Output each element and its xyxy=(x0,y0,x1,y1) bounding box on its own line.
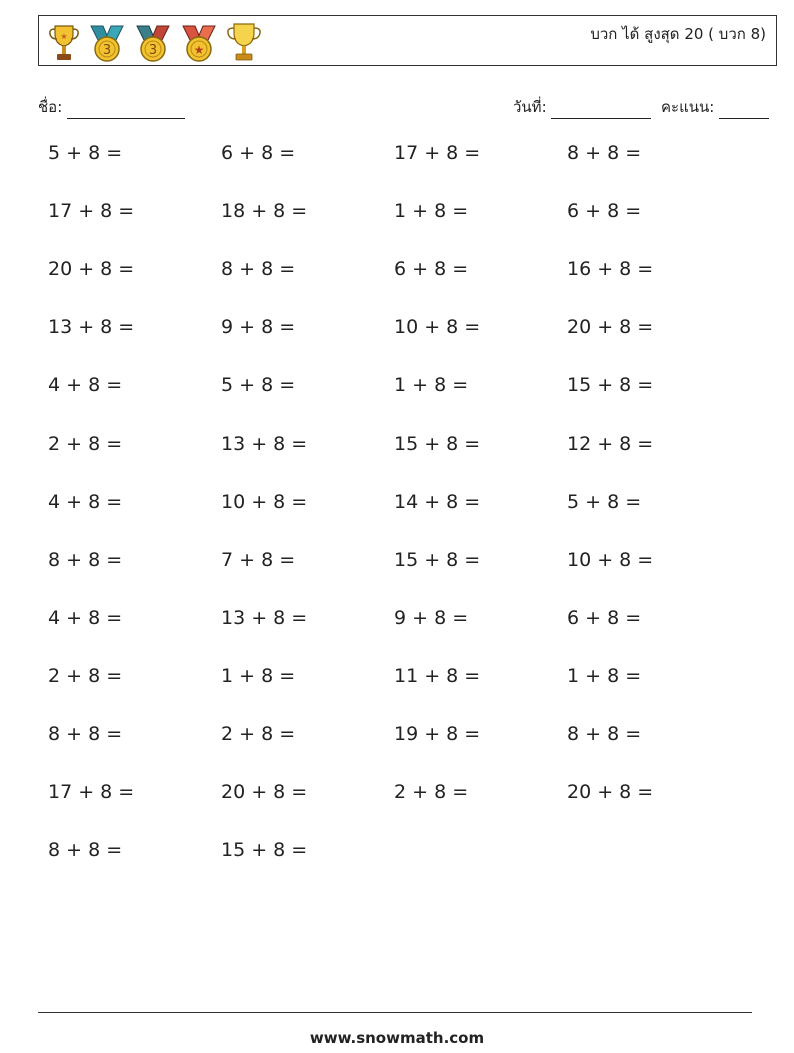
footer-divider xyxy=(38,1012,752,1013)
addition-problem: 5 + 8 = xyxy=(567,491,642,513)
addition-problem: 13 + 8 = xyxy=(221,433,308,455)
addition-problem: 15 + 8 = xyxy=(221,839,308,861)
addition-problem: 17 + 8 = xyxy=(48,200,135,222)
medal-icon xyxy=(179,20,219,64)
svg-text:3: 3 xyxy=(102,43,112,58)
addition-problem: 1 + 8 = xyxy=(567,665,642,687)
addition-problem: 2 + 8 = xyxy=(48,433,123,455)
score-label: คะแนน: xyxy=(661,98,715,116)
addition-problem: 1 + 8 = xyxy=(394,200,469,222)
addition-problem: 9 + 8 = xyxy=(221,316,296,338)
addition-problem: 17 + 8 = xyxy=(394,142,481,164)
addition-problem: 18 + 8 = xyxy=(221,200,308,222)
footer-url: www.snowmath.com xyxy=(309,1029,485,1047)
name-blank xyxy=(67,102,185,119)
svg-text:★: ★ xyxy=(60,32,68,41)
addition-problem: 6 + 8 = xyxy=(567,200,642,222)
addition-problem: 8 + 8 = xyxy=(221,258,296,280)
addition-problem: 7 + 8 = xyxy=(221,549,296,571)
addition-problem: 20 + 8 = xyxy=(567,316,654,338)
addition-problem: 8 + 8 = xyxy=(567,723,642,745)
date-label: วันที่: xyxy=(513,98,547,116)
trophy-icon xyxy=(47,20,81,64)
name-field xyxy=(38,95,185,119)
addition-problem: 13 + 8 = xyxy=(48,316,135,338)
addition-problem: 9 + 8 = xyxy=(394,607,469,629)
addition-problem: 8 + 8 = xyxy=(48,723,123,745)
addition-problem: 10 + 8 = xyxy=(567,549,654,571)
score-blank xyxy=(719,102,769,119)
addition-problem: 8 + 8 = xyxy=(567,142,642,164)
addition-problem: 2 + 8 = xyxy=(48,665,123,687)
addition-problem: 13 + 8 = xyxy=(221,607,308,629)
addition-problem: 20 + 8 = xyxy=(221,781,308,803)
addition-problem: 14 + 8 = xyxy=(394,491,481,513)
score-field xyxy=(661,95,769,119)
date-blank xyxy=(551,102,651,119)
addition-problem: 15 + 8 = xyxy=(394,433,481,455)
addition-problem: 6 + 8 = xyxy=(567,607,642,629)
addition-problem: 6 + 8 = xyxy=(394,258,469,280)
addition-problem: 20 + 8 = xyxy=(567,781,654,803)
medal-icon xyxy=(87,20,127,64)
addition-problem: 10 + 8 = xyxy=(394,316,481,338)
addition-problem: 8 + 8 = xyxy=(48,549,123,571)
addition-problem: 17 + 8 = xyxy=(48,781,135,803)
date-field xyxy=(513,95,651,119)
header-box xyxy=(38,15,777,66)
addition-problem: 2 + 8 = xyxy=(394,781,469,803)
addition-problem: 4 + 8 = xyxy=(48,607,123,629)
addition-problem: 10 + 8 = xyxy=(221,491,308,513)
addition-problem: 19 + 8 = xyxy=(394,723,481,745)
addition-problem: 5 + 8 = xyxy=(48,142,123,164)
svg-text:★: ★ xyxy=(193,43,205,57)
addition-problem: 15 + 8 = xyxy=(394,549,481,571)
addition-problem: 20 + 8 = xyxy=(48,258,135,280)
medal-icon xyxy=(133,20,173,64)
worksheet-title: บวก ได้ สูงสุด 20 ( บวก 8) xyxy=(590,25,766,43)
addition-problem: 11 + 8 = xyxy=(394,665,481,687)
svg-text:3: 3 xyxy=(148,43,158,58)
addition-problem: 2 + 8 = xyxy=(221,723,296,745)
addition-problem: 12 + 8 = xyxy=(567,433,654,455)
name-label: ชื่อ: xyxy=(38,98,63,116)
addition-problem: 4 + 8 = xyxy=(48,491,123,513)
header-icons xyxy=(47,20,263,64)
addition-problem: 6 + 8 = xyxy=(221,142,296,164)
addition-problem: 16 + 8 = xyxy=(567,258,654,280)
addition-problem: 5 + 8 = xyxy=(221,374,296,396)
addition-problem: 4 + 8 = xyxy=(48,374,123,396)
trophy-icon xyxy=(225,20,263,64)
addition-problem: 1 + 8 = xyxy=(221,665,296,687)
addition-problem: 1 + 8 = xyxy=(394,374,469,396)
addition-problem: 8 + 8 = xyxy=(48,839,123,861)
addition-problem: 15 + 8 = xyxy=(567,374,654,396)
